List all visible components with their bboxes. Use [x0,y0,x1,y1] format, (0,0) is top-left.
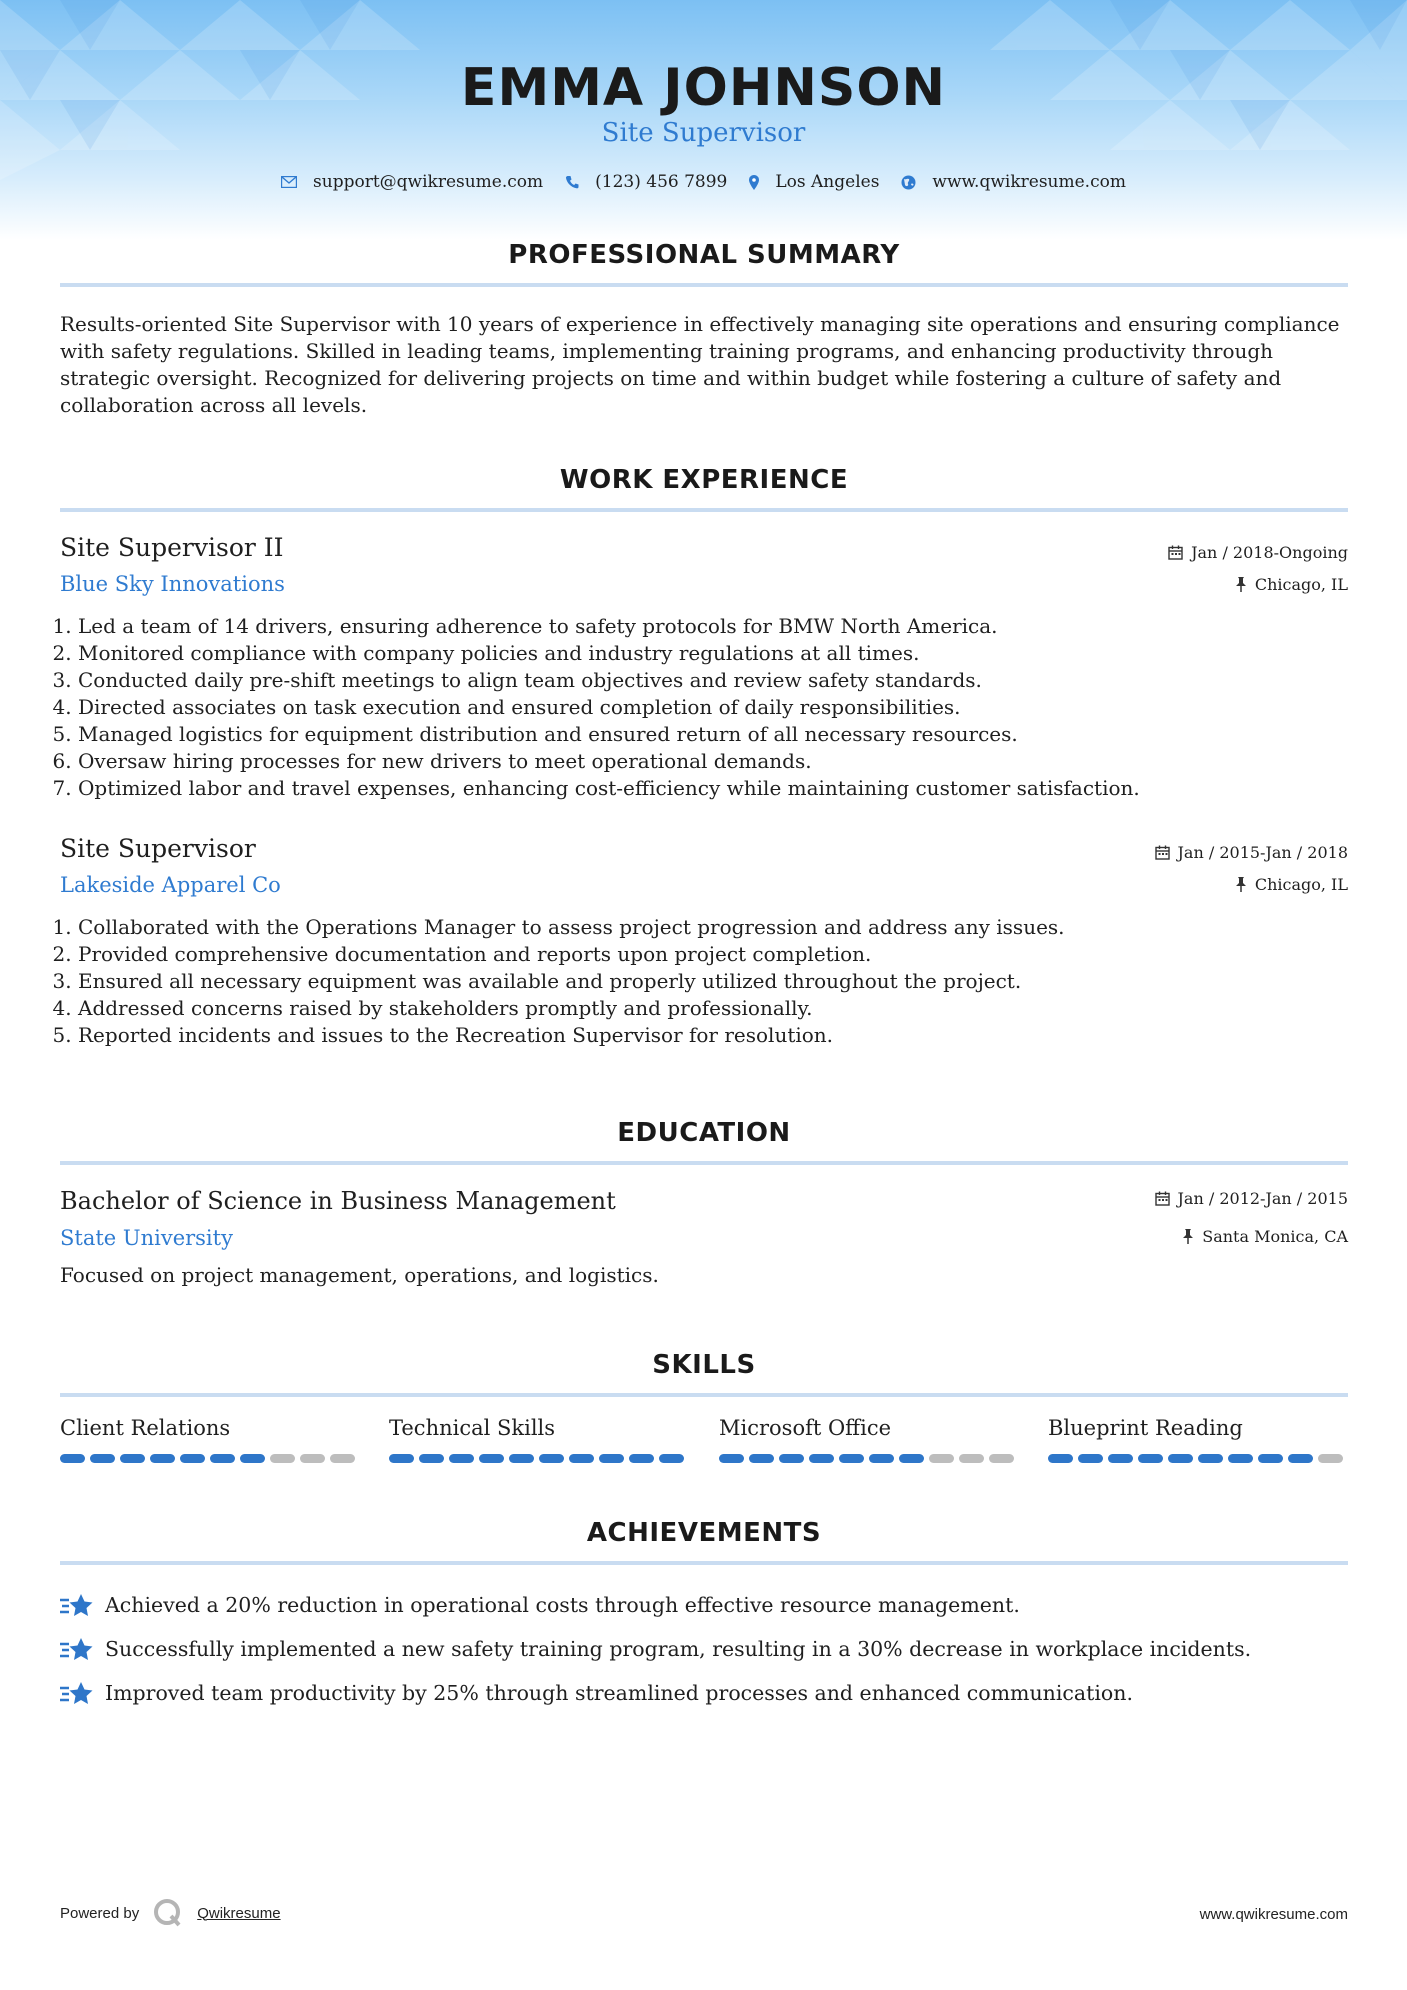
job-title: Site Supervisor II [60,533,284,562]
job-location [1235,875,1348,894]
skill-rating-segment [899,1454,924,1463]
education-heading: EDUCATION [617,1118,791,1148]
skill-rating-segment [389,1454,414,1463]
contact-website[interactable] [901,172,1126,192]
skill-rating-bar [60,1454,360,1463]
skill-rating-segment [60,1454,85,1463]
list-item: 2. Monitored compliance with company policies and industry regulations at all times. [78,640,1368,667]
education-description: Focused on project management, operations, and logistics. [60,1263,659,1287]
star-achievement-icon [60,1679,93,1707]
job-dates [1168,543,1348,562]
skill-rating-segment [180,1454,205,1463]
job-dates-text: Jan / 2015-Jan / 2018 [1177,843,1348,862]
skill-rating-segment [749,1454,774,1463]
contact-phone[interactable] [565,172,727,192]
calendar-icon [1155,845,1170,860]
skill-rating-segment [1288,1454,1313,1463]
skill-name: Blueprint Reading [1048,1416,1243,1440]
skill-rating-segment [270,1454,295,1463]
candidate-name: EMMA JOHNSON [460,58,947,118]
job-location-text: Chicago, IL [1254,875,1348,894]
education-divider [60,1161,1348,1165]
summary-text: Results-oriented Site Supervisor with 10 years of experience in effectively managing site operations and ensuring compliance with safety regulations. Skilled in leading teams, implementing training programs, and enhancing productivity through strategic oversight. Recognized for delivering projects on time and within budget while fostering a culture of safety and collaboration across all levels. [60,312,1340,417]
contact-email[interactable] [281,172,543,192]
skill-rating-segment [479,1454,504,1463]
experience-divider [60,508,1348,512]
skill-rating-segment [929,1454,954,1463]
skill-rating-segment [599,1454,624,1463]
skill-rating-segment [719,1454,744,1463]
list-item: 3. Ensured all necessary equipment was available and properly utilized throughout the project. [78,968,1368,995]
skill-name: Client Relations [60,1416,231,1440]
skill-rating-segment [809,1454,834,1463]
powered-by [60,1898,281,1928]
phone-icon [565,175,579,189]
powered-by-label: Powered by [60,1904,140,1922]
education-location [1182,1227,1348,1246]
achievements-heading: ACHIEVEMENTS [586,1518,822,1548]
job-dates-text: Jan / 2018-Ongoing [1191,543,1348,562]
achievement-text: Improved team productivity by 25% through streamlined processes and enhanced communication. [105,1681,1133,1705]
skill-rating-segment [210,1454,235,1463]
footer [60,1898,1348,1932]
company-name: Blue Sky Innovations [60,572,285,596]
skill-rating-segment [330,1454,355,1463]
location-text: Los Angeles [775,172,880,192]
qwikresume-logo-icon [153,1898,183,1928]
skill-rating-segment [509,1454,534,1463]
email-text: support@qwikresume.com [313,172,544,192]
skill-rating-bar [719,1454,1019,1463]
job-location [1235,575,1348,594]
pushpin-icon [1182,1229,1194,1244]
map-pin-icon [749,175,759,190]
list-item: 4. Directed associates on task execution and ensured completion of daily responsibilities. [78,694,1368,721]
skill-rating-segment [1198,1454,1223,1463]
summary-heading: PROFESSIONAL SUMMARY [508,240,900,270]
envelope-icon [281,176,297,188]
website-text: www.qwikresume.com [932,172,1126,192]
achievement-text: Achieved a 20% reduction in operational costs through effective resource management. [105,1593,1020,1617]
list-item: 3. Conducted daily pre-shift meetings to align team objectives and review safety standards. [78,667,1368,694]
pushpin-icon [1235,877,1247,892]
skill-rating-segment [629,1454,654,1463]
skill-item [389,1416,689,1463]
phone-text: (123) 456 7899 [595,172,728,192]
skill-rating-segment [120,1454,145,1463]
school-name: State University [60,1226,233,1250]
list-item: 4. Addressed concerns raised by stakeholders promptly and professionally. [78,995,1368,1022]
skill-rating-segment [240,1454,265,1463]
achievements-divider [60,1561,1348,1565]
education-location-text: Santa Monica, CA [1202,1227,1348,1246]
skill-rating-segment [1228,1454,1253,1463]
skill-name: Microsoft Office [719,1416,892,1440]
achievement-item [60,1679,1133,1707]
skill-rating-segment [779,1454,804,1463]
globe-icon [901,175,916,190]
list-item: 6. Oversaw hiring processes for new drivers to meet operational demands. [78,748,1368,775]
skill-rating-segment [539,1454,564,1463]
list-item: 7. Optimized labor and travel expenses, enhancing cost-efficiency while maintaining customer satisfaction. [78,775,1368,802]
skill-item [1048,1416,1348,1463]
skill-rating-segment [1078,1454,1103,1463]
education-dates [1155,1189,1348,1208]
qwikresume-link[interactable]: Qwikresume [197,1904,281,1922]
skill-rating-segment [300,1454,325,1463]
skill-rating-segment [449,1454,474,1463]
skill-rating-segment [1138,1454,1163,1463]
list-item: 2. Provided comprehensive documentation and reports upon project completion. [78,941,1368,968]
skill-rating-segment [989,1454,1014,1463]
skill-rating-segment [1318,1454,1343,1463]
achievement-item [60,1591,1020,1619]
star-achievement-icon [60,1635,93,1663]
degree-title: Bachelor of Science in Business Management [60,1187,616,1215]
contact-location [749,172,879,192]
contact-bar [0,172,1407,192]
job-responsibilities [60,613,1368,802]
skill-rating-segment [569,1454,594,1463]
skill-rating-segment [1108,1454,1133,1463]
job-title: Site Supervisor [60,834,256,863]
experience-heading: WORK EXPERIENCE [559,465,849,495]
skill-rating-segment [659,1454,684,1463]
skill-rating-segment [959,1454,984,1463]
skill-rating-segment [839,1454,864,1463]
skill-rating-segment [90,1454,115,1463]
list-item: 1. Collaborated with the Operations Manager to assess project progression and address any issues. [78,914,1368,941]
calendar-icon [1168,545,1183,560]
skill-rating-segment [419,1454,444,1463]
star-achievement-icon [60,1591,93,1619]
education-dates-text: Jan / 2012-Jan / 2015 [1177,1189,1348,1208]
list-item: 5. Reported incidents and issues to the Recreation Supervisor for resolution. [78,1022,1368,1049]
skill-rating-segment [1048,1454,1073,1463]
job-dates [1155,843,1348,862]
skill-rating-segment [1258,1454,1283,1463]
skill-rating-segment [869,1454,894,1463]
calendar-icon [1155,1191,1170,1206]
skill-item [60,1416,360,1463]
list-item: 5. Managed logistics for equipment distribution and ensured return of all necessary resources. [78,721,1368,748]
achievement-item [60,1635,1251,1663]
job-responsibilities [60,914,1368,1049]
achievement-text: Successfully implemented a new safety training program, resulting in a 30% decrease in workplace incidents. [105,1637,1252,1661]
job-location-text: Chicago, IL [1254,575,1348,594]
skill-rating-segment [150,1454,175,1463]
skill-item [719,1416,1019,1463]
footer-url[interactable]: www.qwikresume.com [1199,1906,1348,1923]
skills-divider [60,1393,1348,1397]
skill-rating-bar [1048,1454,1348,1463]
candidate-role: Site Supervisor [601,118,806,148]
company-name: Lakeside Apparel Co [60,873,281,897]
skill-rating-segment [1168,1454,1193,1463]
skill-name: Technical Skills [389,1416,556,1440]
skills-heading: SKILLS [652,1350,756,1380]
skill-rating-bar [389,1454,689,1463]
list-item: 1. Led a team of 14 drivers, ensuring adherence to safety protocols for BMW North America. [78,613,1368,640]
summary-divider [60,283,1348,287]
pushpin-icon [1235,577,1247,592]
